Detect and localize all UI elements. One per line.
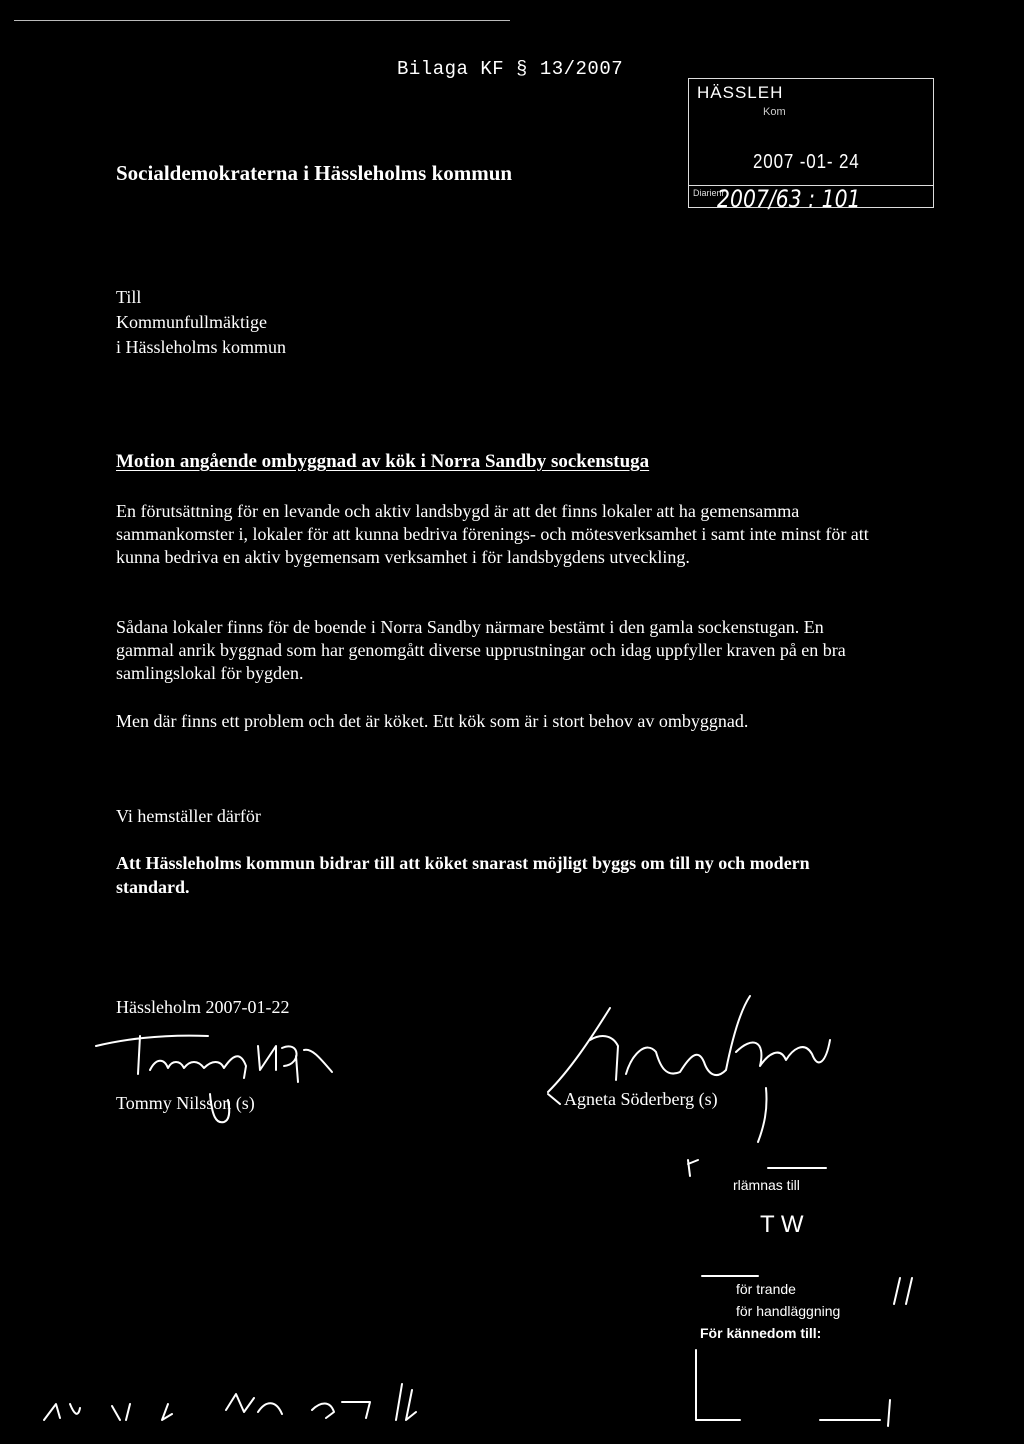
stamp-diarienr-label: Diarienr <box>693 188 725 198</box>
bottom-left-scribble <box>44 1404 172 1420</box>
body-paragraph: Sådana lokaler finns för de boende i Norra Sandby närmare bestämt i den gamla sockenstugan. En gammal anrik byggnad som har genomgått diverse upprustningar och idag uppfyller kraven på en bra samlingslokal för bygden. <box>116 617 846 683</box>
resolution-text: Att Hässleholms kommun bidrar till att köket snarast möjligt byggs om till ny och modern standard. <box>116 853 810 897</box>
place-date: Hässleholm 2007-01-22 <box>116 997 290 1017</box>
routing-mark-r <box>688 1160 698 1176</box>
routing-handwritten-initials: T W <box>760 1211 804 1238</box>
stamp-date: 2007 -01- 24 <box>753 151 860 173</box>
body-paragraph: Men där finns ett problem och det är köket. Ett kök som är i stort behov av ombyggnad. <box>116 711 749 731</box>
routing-label-handling: för handläggning <box>736 1303 841 1319</box>
recipient-line: Till <box>116 287 142 307</box>
bottom-initials <box>226 1384 416 1420</box>
signer-name-1: Tommy Nilsson (s) <box>116 1093 255 1113</box>
recipient-line: Kommunfullmäktige <box>116 312 267 332</box>
routing-label-statement: för trande <box>736 1281 796 1297</box>
attachment-reference: Bilaga KF § 13/2007 <box>397 58 624 80</box>
recipient-line: i Hässleholms kommun <box>116 337 286 357</box>
organization-heading: Socialdemokraterna i Hässleholms kommun <box>116 161 513 185</box>
body-paragraph: En förutsättning för en levande och aktiv landsbygd är att det finns lokaler att ha gemensamma sammankomster i, lokaler för att kunna bedriva förenings- och mötesverksamhet i samt inte minst för att kunna bedriva en aktiv bygemensam verksamhet i för landsbygdens utveckling. <box>116 501 869 567</box>
motion-subject: Motion angående ombyggnad av kök i Norra Sandby sockenstuga <box>116 451 650 472</box>
routing-label-submitted: rlämnas till <box>733 1177 800 1193</box>
request-intro: Vi hemställer därför <box>116 806 261 826</box>
routing-label-information: För kännedom till: <box>700 1325 822 1341</box>
stamp-org-sub: Kom <box>763 106 786 118</box>
signature-tommy-initials <box>258 1046 332 1082</box>
stamp-diarienr-value: 2007/63 : 101 <box>717 185 861 213</box>
stamp-org-name: HÄSSLEH <box>697 83 784 102</box>
signature-tommy <box>96 1036 246 1078</box>
signer-name-2: Agneta Söderberg (s) <box>564 1089 718 1109</box>
routing-lines <box>696 1168 912 1426</box>
signature-agneta <box>548 996 830 1092</box>
